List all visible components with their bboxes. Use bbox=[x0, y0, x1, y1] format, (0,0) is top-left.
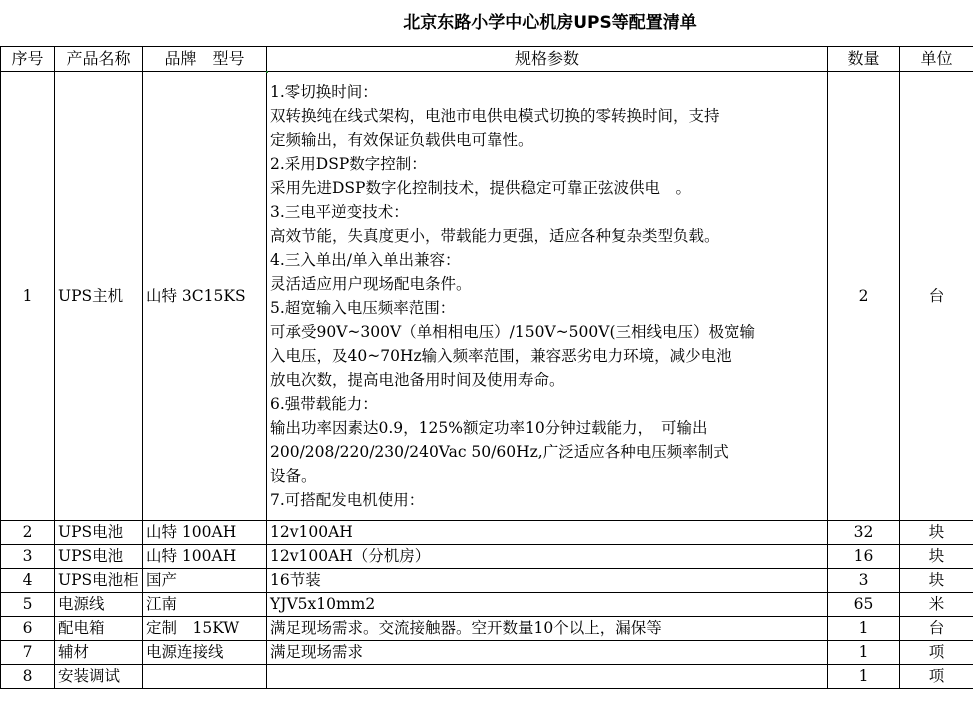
cell-brand[interactable]: 山特 100AH bbox=[143, 545, 267, 569]
cell-spec[interactable]: 16节装 bbox=[267, 569, 828, 593]
cell-unit[interactable]: 项 bbox=[900, 665, 973, 689]
config-table bbox=[0, 46, 973, 689]
spec-line: 1.零切换时间： bbox=[270, 83, 378, 101]
cell-qty[interactable]: 32 bbox=[828, 521, 900, 545]
spec-line: 采用先进DSP数字化控制技术，提供稳定可靠正弦波供电 。 bbox=[270, 179, 691, 197]
cell-name[interactable]: 配电箱 bbox=[55, 617, 143, 641]
table-row bbox=[1, 617, 973, 641]
table-row bbox=[1, 641, 973, 665]
spec-line: 200/208/220/230/240Vac 50/60Hz,广泛适应各种电压频率制式 bbox=[270, 443, 729, 461]
cell-spec[interactable]: 满足现场需求 bbox=[267, 641, 828, 665]
cell-unit[interactable]: 项 bbox=[900, 641, 973, 665]
spec-line: 设备。 bbox=[270, 467, 317, 485]
cell-brand[interactable]: 电源连接线 bbox=[143, 641, 267, 665]
cell-name[interactable]: 辅材 bbox=[55, 641, 143, 665]
header-unit[interactable]: 单位 bbox=[900, 47, 973, 72]
cell-spec[interactable] bbox=[267, 665, 828, 689]
spec-line: 高效节能，失真度更小，带载能力更强，适应各种复杂类型负载。 bbox=[270, 227, 720, 245]
table-row bbox=[1, 593, 973, 617]
header-row bbox=[1, 47, 973, 72]
cell-spec[interactable] bbox=[267, 72, 828, 521]
cell-seq[interactable]: 5 bbox=[1, 593, 55, 617]
cell-name[interactable]: 安装调试 bbox=[55, 665, 143, 689]
cell-spec[interactable]: YJV5x10mm2 bbox=[267, 593, 828, 617]
spec-line: 输出功率因素达0.9，125%额定功率10分钟过载能力， 可输出 bbox=[270, 419, 708, 437]
spec-line: 双转换纯在线式架构，电池市电供电模式切换的零转换时间，支持 bbox=[270, 107, 720, 125]
table-row bbox=[1, 665, 973, 689]
cell-spec[interactable]: 12v100AH（分机房） bbox=[267, 545, 828, 569]
cell-unit[interactable]: 台 bbox=[900, 617, 973, 641]
cell-seq[interactable]: 1 bbox=[1, 72, 55, 521]
header-name[interactable]: 产品名称 bbox=[55, 47, 143, 72]
cell-name[interactable]: UPS电池 bbox=[55, 521, 143, 545]
cell-spec[interactable]: 12v100AH bbox=[267, 521, 828, 545]
cell-brand[interactable]: 定制 15KW bbox=[143, 617, 267, 641]
spec-line: 2.采用DSP数字控制： bbox=[270, 155, 427, 173]
spec-line: 可承受90V~300V（单相相电压）/150V~500V(三相线电压）极宽输 bbox=[270, 323, 755, 341]
cell-spec[interactable]: 满足现场需求。交流接触器。空开数量10个以上，漏保等 bbox=[267, 617, 828, 641]
header-seq[interactable]: 序号 bbox=[1, 47, 55, 72]
cell-qty[interactable]: 2 bbox=[828, 72, 900, 521]
cell-qty[interactable]: 65 bbox=[828, 593, 900, 617]
cell-seq[interactable]: 7 bbox=[1, 641, 55, 665]
cell-comment-marker bbox=[266, 71, 268, 73]
spec-line: 7.可搭配发电机使用： bbox=[270, 491, 425, 509]
cell-unit[interactable]: 米 bbox=[900, 593, 973, 617]
header-qty[interactable]: 数量 bbox=[828, 47, 900, 72]
spec-line: 5.超宽输入电压频率范围： bbox=[270, 299, 456, 317]
header-brand[interactable]: 品牌 型号 bbox=[143, 47, 267, 72]
cell-brand[interactable]: 国产 bbox=[143, 569, 267, 593]
cell-name[interactable]: UPS主机 bbox=[55, 72, 143, 521]
sheet-title: 北京东路小学中心机房UPS等配置清单 bbox=[403, 13, 697, 33]
spec-line: 入电压，及40~70Hz输入频率范围，兼容恶劣电力环境，减少电池 bbox=[270, 347, 732, 365]
cell-qty[interactable]: 1 bbox=[828, 617, 900, 641]
cell-seq[interactable]: 3 bbox=[1, 545, 55, 569]
spec-line: 放电次数，提高电池备用时间及使用寿命。 bbox=[270, 371, 565, 389]
cell-brand[interactable]: 山特 3C15KS bbox=[143, 72, 267, 521]
cell-name[interactable]: UPS电池 bbox=[55, 545, 143, 569]
header-spec[interactable]: 规格参数 bbox=[267, 47, 828, 72]
spec-line: 6.强带载能力： bbox=[270, 395, 378, 413]
cell-unit[interactable]: 台 bbox=[900, 72, 973, 521]
cell-qty[interactable]: 1 bbox=[828, 641, 900, 665]
table-row bbox=[1, 545, 973, 569]
cell-brand[interactable]: 山特 100AH bbox=[143, 521, 267, 545]
cell-unit[interactable]: 块 bbox=[900, 545, 973, 569]
spec-line: 4.三入单出/单入单出兼容： bbox=[270, 251, 461, 269]
cell-name[interactable]: 电源线 bbox=[55, 593, 143, 617]
cell-name[interactable]: UPS电池柜 bbox=[55, 569, 143, 593]
cell-seq[interactable]: 6 bbox=[1, 617, 55, 641]
cell-seq[interactable]: 2 bbox=[1, 521, 55, 545]
cell-seq[interactable]: 8 bbox=[1, 665, 55, 689]
table-row bbox=[1, 72, 973, 521]
table-row bbox=[1, 569, 973, 593]
cell-seq[interactable]: 4 bbox=[1, 569, 55, 593]
cell-unit[interactable]: 块 bbox=[900, 521, 973, 545]
spec-line: 3.三电平逆变技术： bbox=[270, 203, 409, 221]
cell-qty[interactable]: 1 bbox=[828, 665, 900, 689]
cell-brand[interactable] bbox=[143, 665, 267, 689]
table-row bbox=[1, 521, 973, 545]
cell-qty[interactable]: 3 bbox=[828, 569, 900, 593]
spec-line: 定频输出，有效保证负载供电可靠性。 bbox=[270, 131, 534, 149]
cell-brand[interactable]: 江南 bbox=[143, 593, 267, 617]
spec-line: 灵活适应用户现场配电条件。 bbox=[270, 275, 472, 293]
cell-unit[interactable]: 块 bbox=[900, 569, 973, 593]
cell-qty[interactable]: 16 bbox=[828, 545, 900, 569]
